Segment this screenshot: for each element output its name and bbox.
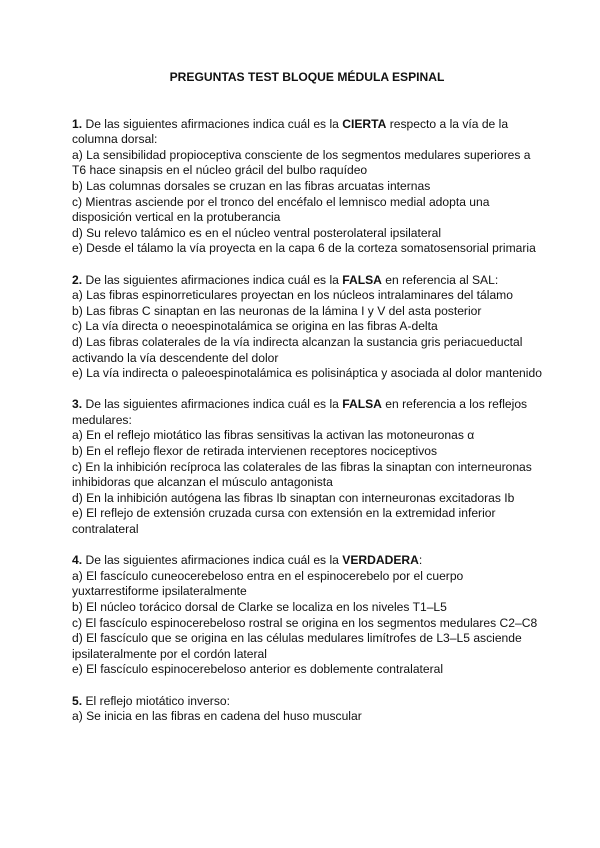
question-text: De las siguientes afirmaciones indica cuál es la [82,116,343,131]
answer-option: a) En el reflejo miotático las fibras sensitivas la activan las motoneuronas α [72,428,475,443]
answer-option: d) Su relevo talámico es en el núcleo ventral posterolateral ipsilateral [72,225,442,240]
question-keyword: VERDADERA [342,553,419,568]
question-1 [72,117,542,257]
question-text: De las siguientes afirmaciones indica cuál es la [82,272,343,287]
answer-option: e) Desde el tálamo la vía proyecta en la capa 6 de la corteza somatosensorial primaria [72,241,536,256]
answer-option: d) El fascículo que se origina en las células medulares limítrofes de L3–L5 asciende ipsilateralmente por el cordón lateral [72,631,522,661]
question-text: De las siguientes afirmaciones indica cuál es la [82,397,343,412]
question-stem [72,694,542,710]
answer-option: c) En la inhibición recíproca las colaterales de las fibras la sinaptan con interneuronas inhibidoras que alcanzan el músculo antagonista [72,459,532,490]
answer-option: c) La vía directa o neoespinotalámica se origina en las fibras A-delta [72,319,438,334]
question-2 [72,273,542,382]
answer-option: a) Las fibras espinorreticulares proyectan en los núcleos intralaminares del tálamo [72,288,513,303]
answer-option: e) El fascículo espinocerebeloso anterior es doblemente contralateral [72,662,444,677]
answer-option: b) Las columnas dorsales se cruzan en las fibras arcuatas internas [72,178,431,193]
question-text-end: en referencia a los reflejos medulares: [72,397,528,427]
answer-option: c) Mientras asciende por el tronco del encéfalo el lemnisco medial adopta una disposición vertical en la protuberancia [72,194,490,225]
answer-option: e) La vía indirecta o paleoespinotalámica es polisináptica y asociada al dolor mantenido [72,366,542,381]
question-keyword: FALSA [342,397,382,412]
answer-option: a) La sensibilidad propioceptiva consciente de los segmentos medulares superiores a T6 hace sinapsis en el núcleo grácil del bulbo raquídeo [72,147,531,178]
answer-option: d) Las fibras colaterales de la vía indirecta alcanzan la sustancia gris periacueductal activando la vía descendente del dolor [72,334,523,365]
answer-option: b) En el reflejo flexor de retirada intervienen receptores nociceptivos [72,444,438,459]
answer-option: b) Las fibras C sinaptan en las neuronas de la lámina I y V del asta posterior [72,303,482,318]
answer-option: d) En la inhibición autógena las fibras Ib sinaptan con interneuronas excitadoras Ib [72,490,515,505]
question-keyword: FALSA [342,272,382,287]
question-list [72,117,542,725]
question-text-end: en referencia al SAL: [381,272,499,287]
answer-option: e) El reflejo de extensión cruzada cursa con extensión en la extremidad inferior contralateral [72,506,496,537]
question-stem [72,553,542,569]
question-stem [72,117,542,148]
answer-option: a) Se inicia en las fibras en cadena del huso muscular [72,709,362,724]
question-stem [72,397,542,428]
question-5 [72,694,542,725]
answer-option: c) El fascículo espinocerebeloso rostral se origina en los segmentos medulares C2–C8 [72,615,538,630]
question-text-end: : [418,553,423,568]
question-text: De las siguientes afirmaciones indica cuál es la [82,553,343,568]
question-keyword: CIERTA [342,116,387,131]
answer-option: b) El núcleo torácico dorsal de Clarke se localiza en los niveles T1–L5 [72,600,447,614]
question-stem [72,273,542,289]
question-text-end: respecto a la vía de la columna dorsal: [72,116,509,147]
question-4 [72,553,542,678]
document-page [72,70,542,740]
question-text: El reflejo miotático inverso: [82,693,230,708]
question-3 [72,397,542,537]
question-number: 4. [72,553,83,568]
question-number: 3. [72,397,83,412]
document-title: PREGUNTAS TEST BLOQUE MÉDULA ESPINAL [169,70,445,84]
question-number: 5. [72,693,83,708]
question-number: 1. [72,116,83,131]
question-number: 2. [72,272,83,287]
answer-option: a) El fascículo cuneocerebeloso entra en el espinocerebelo por el cuerpo yuxtarrestiforme ipsilateralmente [72,568,464,599]
